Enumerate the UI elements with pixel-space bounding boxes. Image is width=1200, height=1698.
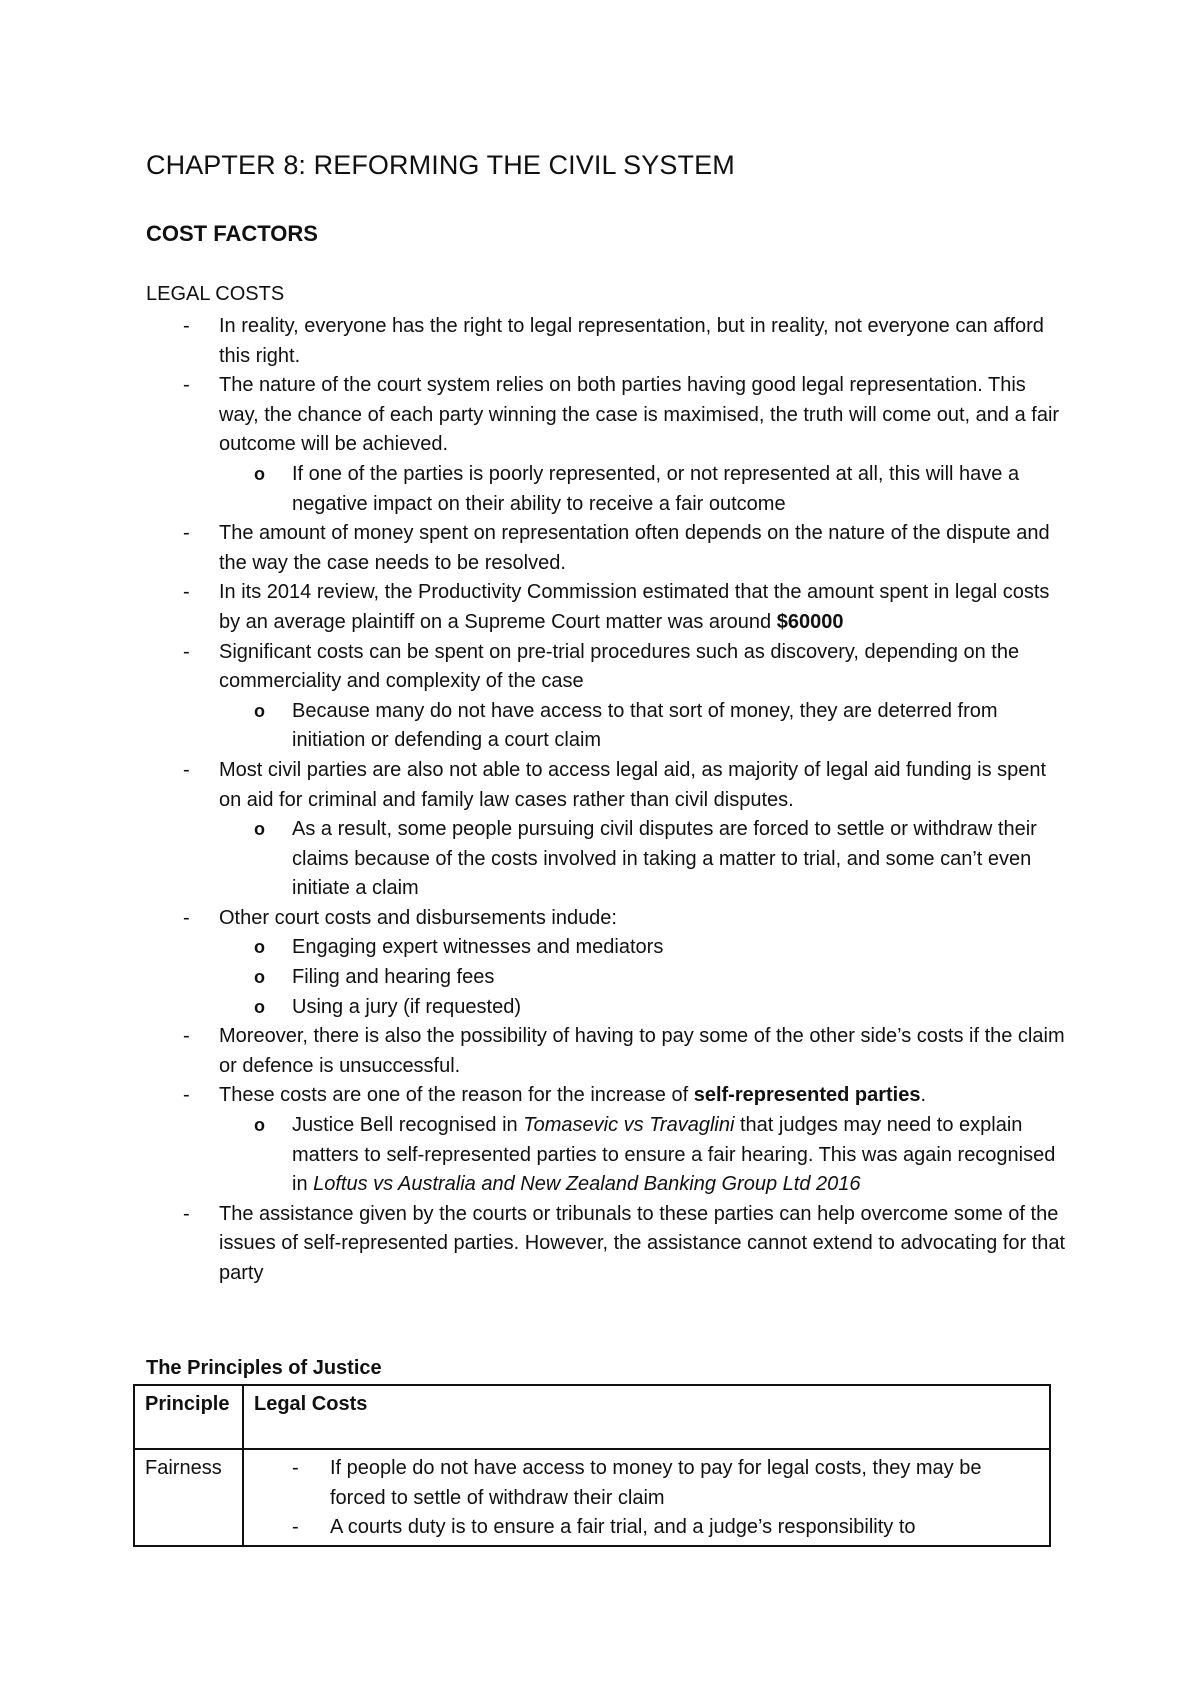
list-item-text: Filing and hearing fees xyxy=(292,966,495,989)
list-item-text: If people do not have access to money to pay for legal costs, they may be forced to settle of withdraw their claim xyxy=(330,1457,982,1509)
list-item xyxy=(254,1513,1039,1543)
case-citation: Loftus vs Australia and New Zealand Banking Group Ltd 2016 xyxy=(313,1173,861,1196)
circle-bullet-icon: o xyxy=(254,937,265,958)
list-item-text: Using a jury (if requested) xyxy=(292,995,521,1018)
table-row xyxy=(134,1449,1050,1546)
dash-marker: - xyxy=(183,315,190,337)
emphasis-term: self-represented parties xyxy=(693,1084,921,1107)
list-item xyxy=(146,1022,1066,1081)
list-item xyxy=(146,904,1066,934)
chapter-title: CHAPTER 8: REFORMING THE CIVIL SYSTEM xyxy=(146,150,735,180)
list-item xyxy=(146,756,1066,815)
list-item-text: If one of the parties is poorly represented, or not represented at all, this will have a negative impact on their ability to receive a fair outcome xyxy=(292,462,1020,515)
list-item xyxy=(146,1200,1066,1289)
circle-bullet-icon: o xyxy=(254,1115,265,1136)
sub-list-item xyxy=(146,460,1066,519)
list-item xyxy=(146,519,1066,578)
list-item xyxy=(146,312,1066,371)
principles-table xyxy=(133,1384,1051,1547)
header-cell-legal-costs: Legal Costs xyxy=(243,1385,1050,1449)
circle-bullet-icon: o xyxy=(254,700,265,721)
legal-costs-cell xyxy=(243,1449,1050,1546)
sub-list-item xyxy=(146,933,1066,963)
cell-list xyxy=(254,1454,1039,1543)
list-item xyxy=(146,578,1066,637)
header-cell-principle: Principle xyxy=(134,1385,243,1449)
cost-amount: $60000 xyxy=(776,610,844,633)
sub-list-item xyxy=(146,993,1066,1023)
circle-bullet-icon: o xyxy=(254,819,265,840)
list-item-text: Justice Bell recognised in xyxy=(292,1114,524,1137)
dash-marker: - xyxy=(183,1202,190,1225)
dash-marker: - xyxy=(292,1516,299,1539)
list-item-text: Moreover, there is also the possibility of having to pay some of the other side’s costs if the claim or defence is unsuccessful. xyxy=(219,1025,1065,1077)
subsection-title: LEGAL COSTS xyxy=(146,283,285,305)
list-item-text: Engaging expert witnesses and mediators xyxy=(292,936,664,959)
dash-marker: - xyxy=(183,522,190,545)
table-header-row xyxy=(134,1385,1050,1449)
list-item xyxy=(146,1081,1066,1111)
list-item-text: The nature of the court system relies on both parties having good legal representation. This way, the chance of each party winning the case is maximised, the truth will come out, and a fair outcome will be achieved. xyxy=(219,374,1060,456)
sub-list-item xyxy=(146,815,1066,904)
list-item xyxy=(146,371,1066,460)
principle-cell: Fairness xyxy=(134,1449,243,1546)
list-item-text: These costs are one of the reason for the increase of xyxy=(219,1084,694,1107)
dash-marker: - xyxy=(292,1457,299,1479)
dash-marker: - xyxy=(183,1084,190,1107)
list-item-text: In its 2014 review, the Productivity Commission estimated that the amount spent in legal costs by an average plaintiff on a Supreme Court matter was around xyxy=(219,581,1050,633)
legal-costs-list xyxy=(146,312,1066,1289)
dash-marker: - xyxy=(183,374,190,397)
dash-marker: - xyxy=(183,581,190,604)
case-citation: Tomasevic vs Travaglini xyxy=(523,1114,735,1137)
dash-marker: - xyxy=(183,906,190,929)
list-item xyxy=(146,638,1066,697)
section-title: COST FACTORS xyxy=(146,221,318,246)
list-item-text: that judges may need to explain matters to self-represented parties to ensure a fair hearing. This was again recognised in xyxy=(292,1114,1056,1196)
sentence-end: . xyxy=(920,1084,927,1107)
list-item-text: A courts duty is to ensure a fair trial, and a judge’s responsibility to xyxy=(330,1516,916,1539)
list-item-text: Significant costs can be spent on pre-trial procedures such as discovery, depending on the commerciality and complexity of the case xyxy=(219,640,1020,693)
dash-marker: - xyxy=(183,758,190,781)
sub-list-item xyxy=(146,1111,1066,1200)
list-item xyxy=(254,1454,1039,1513)
dash-marker: - xyxy=(183,640,190,663)
sub-list-item xyxy=(146,697,1066,756)
list-item-text: The assistance given by the courts or tribunals to these parties can help overcome some of the issues of self-represented parties. However, the assistance cannot extend to advocating for that party xyxy=(219,1202,1066,1284)
circle-bullet-icon: o xyxy=(254,967,265,988)
list-item-text: As a result, some people pursuing civil disputes are forced to settle or withdraw their claims because of the costs involved in taking a matter to trial, and some can’t even initiate a claim xyxy=(292,818,1037,900)
list-item-text: In reality, everyone has the right to legal representation, but in reality, not everyone can afford this right. xyxy=(219,315,1044,367)
dash-marker: - xyxy=(183,1025,190,1048)
circle-bullet-icon: o xyxy=(254,463,265,484)
list-item-text: Because many do not have access to that sort of money, they are deterred from initiation or defending a court claim xyxy=(292,699,998,752)
table-title: The Principles of Justice xyxy=(146,1357,382,1379)
list-item-text: The amount of money spent on representation often depends on the nature of the dispute and the way the case needs to be resolved. xyxy=(219,522,1050,574)
circle-bullet-icon: o xyxy=(254,996,265,1017)
sub-list-item xyxy=(146,963,1066,993)
list-item-text: Most civil parties are also not able to access legal aid, as majority of legal aid funding is spent on aid for criminal and family law cases rather than civil disputes. xyxy=(219,758,1047,811)
list-item-text: Other court costs and disbursements indude: xyxy=(219,906,617,929)
